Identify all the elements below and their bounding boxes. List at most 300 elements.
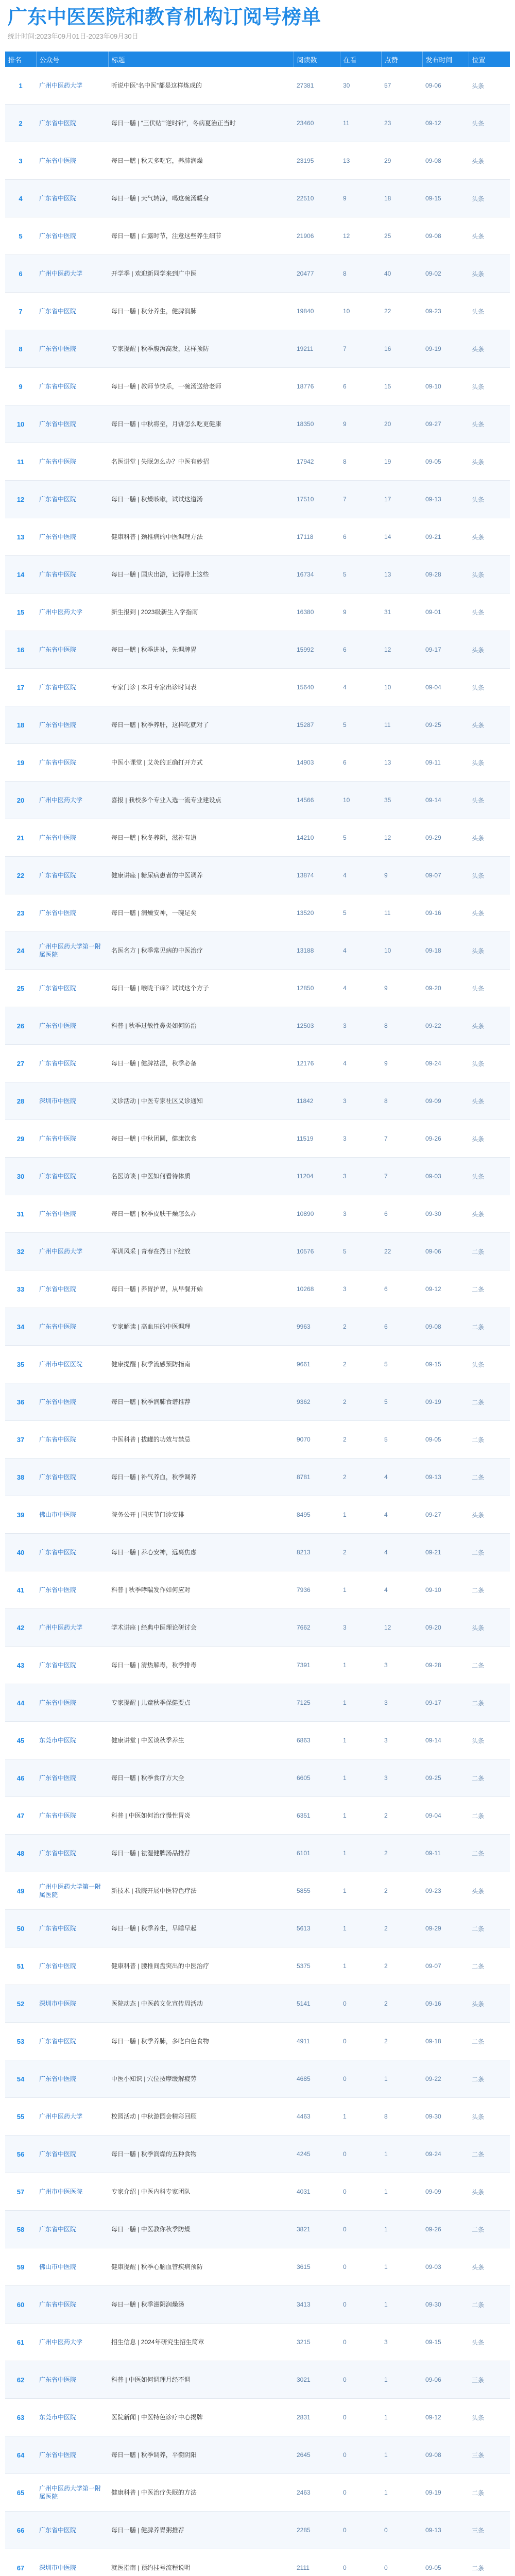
- table-row: [5, 2098, 510, 2136]
- rank-cell: 67: [5, 2549, 36, 2576]
- page-header: [0, 0, 515, 52]
- article-title-link[interactable]: 科普 | 秋季过敏性鼻炎如何防治: [108, 1007, 294, 1045]
- reads-cell: 19211: [294, 330, 340, 368]
- article-title-link[interactable]: 招生信息 | 2024年研究生招生简章: [108, 2324, 294, 2361]
- article-title-link[interactable]: 每日一膳 | 秋季皮肤干燥怎么办: [108, 1195, 294, 1233]
- account-cell[interactable]: 广州市中医医院: [36, 2173, 108, 2211]
- reads-cell: 19840: [294, 293, 340, 330]
- account-cell[interactable]: 广州中医药大学: [36, 67, 108, 105]
- article-title-link[interactable]: 新生报到 | 2023级新生入学指南: [108, 594, 294, 631]
- reads-cell: 27381: [294, 67, 340, 105]
- rank-cell: 30: [5, 1158, 36, 1195]
- likes-cell: 11: [381, 706, 422, 744]
- position-cell: 二条: [469, 1647, 510, 1684]
- account-cell[interactable]: 广州中医药大学: [36, 1233, 108, 1270]
- article-title-link[interactable]: 健康科普 | 颈椎病的中医调理方法: [108, 518, 294, 556]
- rank-cell: 4: [5, 180, 36, 217]
- article-title-link[interactable]: 每日一膳 | 补气养血，秋季调养: [108, 1459, 294, 1496]
- article-title-link[interactable]: 每日一膳 | 秋季润肺食谱推荐: [108, 1383, 294, 1421]
- table-row: [5, 1233, 510, 1270]
- likes-cell: 8: [381, 2098, 422, 2136]
- likes-cell: 20: [381, 405, 422, 443]
- likes-cell: 3: [381, 1684, 422, 1722]
- account-cell[interactable]: 广州中医药大学: [36, 1609, 108, 1647]
- likes-cell: 1: [381, 2399, 422, 2436]
- account-cell[interactable]: 广东省中医院: [36, 142, 108, 180]
- account-cell[interactable]: 广东省中医院: [36, 1383, 108, 1421]
- article-title-link[interactable]: 专家提醒 | 秋季腹泻高发，这样预防: [108, 330, 294, 368]
- article-title-link[interactable]: 每日一膳 | 秋季调养，平衡阴阳: [108, 2436, 294, 2474]
- zaikan-cell: 0: [340, 2324, 381, 2361]
- position-cell: 二条: [469, 2023, 510, 2060]
- article-title-link[interactable]: 每日一膳 | 中秋将至，月饼怎么吃更健康: [108, 405, 294, 443]
- account-cell[interactable]: 佛山市中医院: [36, 2248, 108, 2286]
- zaikan-cell: 4: [340, 970, 381, 1007]
- zaikan-cell: 0: [340, 2512, 381, 2549]
- article-title-link[interactable]: 专家介绍 | 中医内科专家团队: [108, 2173, 294, 2211]
- date-cell: 09-19: [422, 1383, 469, 1421]
- account-cell[interactable]: 广东省中医院: [36, 2286, 108, 2324]
- header-title: 标题: [108, 52, 294, 67]
- article-title-link[interactable]: 每日一膳 | 秋季滋阴润燥汤: [108, 2286, 294, 2324]
- rank-cell: 41: [5, 1571, 36, 1609]
- article-title-link[interactable]: 每日一膳 | 喉咙干痒？试试这个方子: [108, 970, 294, 1007]
- article-title-link[interactable]: 每日一膳 | 天气转凉，喝这碗汤暖身: [108, 180, 294, 217]
- article-title-link[interactable]: 健康讲堂 | 中医谈秋季养生: [108, 1722, 294, 1759]
- account-cell[interactable]: 广东省中医院: [36, 556, 108, 594]
- account-cell[interactable]: 广东省中医院: [36, 1459, 108, 1496]
- table-row: [5, 2211, 510, 2248]
- account-cell[interactable]: 广东省中医院: [36, 2512, 108, 2549]
- article-title-link[interactable]: 专家门诊 | 本月专家出诊时间表: [108, 669, 294, 706]
- account-cell[interactable]: 广州中医药大学: [36, 594, 108, 631]
- article-title-link[interactable]: 每日一膳 | 秋季养肺，多吃白色食物: [108, 2023, 294, 2060]
- table-row: [5, 2286, 510, 2324]
- table-row: [5, 2023, 510, 2060]
- rank-cell: 18: [5, 706, 36, 744]
- article-title-link[interactable]: 科普 | 中医如何调理月经不调: [108, 2361, 294, 2399]
- account-cell[interactable]: 广东省中医院: [36, 1947, 108, 1985]
- article-title-link[interactable]: 中医科普 | 拔罐的功效与禁忌: [108, 1421, 294, 1459]
- account-cell[interactable]: 广东省中医院: [36, 1647, 108, 1684]
- position-cell: 头条: [469, 255, 510, 293]
- account-cell[interactable]: 广州中医药大学第一附属医院: [36, 2474, 108, 2512]
- date-cell: 09-28: [422, 1647, 469, 1684]
- date-cell: 09-10: [422, 368, 469, 405]
- rank-cell: 40: [5, 1534, 36, 1571]
- table-row: [5, 1270, 510, 1308]
- table-row: [5, 2248, 510, 2286]
- article-title-link[interactable]: 每日一膳 | 健脾养胃粥推荐: [108, 2512, 294, 2549]
- rank-cell: 23: [5, 894, 36, 932]
- reads-cell: 10268: [294, 1270, 340, 1308]
- article-title-link[interactable]: 每日一膳 | 中秋团圆，健康饮食: [108, 1120, 294, 1158]
- likes-cell: 4: [381, 1534, 422, 1571]
- reads-cell: 11204: [294, 1158, 340, 1195]
- account-cell[interactable]: 广东省中医院: [36, 744, 108, 782]
- table-row: [5, 1308, 510, 1346]
- table-row: [5, 2324, 510, 2361]
- article-title-link[interactable]: 每日一膳 | 秋燥咳嗽，试试这道汤: [108, 481, 294, 518]
- date-cell: 09-29: [422, 1910, 469, 1947]
- zaikan-cell: 0: [340, 2361, 381, 2399]
- account-cell[interactable]: 广东省中医院: [36, 1120, 108, 1158]
- date-cell: 09-13: [422, 2512, 469, 2549]
- article-title-link[interactable]: 健康提醒 | 秋季流感预防指南: [108, 1346, 294, 1383]
- position-cell: 头条: [469, 669, 510, 706]
- zaikan-cell: 11: [340, 105, 381, 142]
- account-cell[interactable]: 广东省中医院: [36, 1045, 108, 1082]
- position-cell: 头条: [469, 857, 510, 894]
- article-title-link[interactable]: 健康科普 | 中医治疗失眠的方法: [108, 2474, 294, 2512]
- likes-cell: 40: [381, 255, 422, 293]
- position-cell: 头条: [469, 1045, 510, 1082]
- rank-cell: 55: [5, 2098, 36, 2136]
- account-cell[interactable]: 广东省中医院: [36, 2060, 108, 2098]
- article-title-link[interactable]: 每日一膳 | “三伏贴”“逆时针”，冬病夏治正当时: [108, 105, 294, 142]
- rank-cell: 29: [5, 1120, 36, 1158]
- account-cell[interactable]: 广东省中医院: [36, 1421, 108, 1459]
- table-row: [5, 1947, 510, 1985]
- table-row: [5, 744, 510, 782]
- account-cell[interactable]: 广东省中医院: [36, 1195, 108, 1233]
- table-row: [5, 481, 510, 518]
- date-cell: 09-30: [422, 2098, 469, 2136]
- date-cell: 09-13: [422, 1459, 469, 1496]
- account-cell[interactable]: 广东省中医院: [36, 2211, 108, 2248]
- account-cell[interactable]: 广东省中医院: [36, 518, 108, 556]
- article-title-link[interactable]: 每日一膳 | 秋季进补，先调脾胃: [108, 631, 294, 669]
- rank-cell: 13: [5, 518, 36, 556]
- article-title-link[interactable]: 科普 | 秋季哮喘发作如何应对: [108, 1571, 294, 1609]
- reads-cell: 5141: [294, 1985, 340, 2023]
- article-title-link[interactable]: 学术讲座 | 经典中医理论研讨会: [108, 1609, 294, 1647]
- account-cell[interactable]: 广东省中医院: [36, 2023, 108, 2060]
- likes-cell: 7: [381, 1120, 422, 1158]
- account-cell[interactable]: 广东省中医院: [36, 631, 108, 669]
- zaikan-cell: 4: [340, 932, 381, 970]
- header-date: 发布时间: [422, 52, 469, 67]
- account-cell[interactable]: 广东省中医院: [36, 1910, 108, 1947]
- article-title-link[interactable]: 每日一膳 | 健脾祛湿，秋季必备: [108, 1045, 294, 1082]
- ranking-table-wrap: [5, 52, 510, 2576]
- account-cell[interactable]: 广州中医药大学: [36, 255, 108, 293]
- account-cell[interactable]: 广州中医药大学: [36, 782, 108, 819]
- account-cell[interactable]: 广东省中医院: [36, 1684, 108, 1722]
- account-cell[interactable]: 广东省中医院: [36, 669, 108, 706]
- position-cell: 头条: [469, 932, 510, 970]
- date-cell: 09-25: [422, 1759, 469, 1797]
- article-title-link[interactable]: 专家解读 | 高血压的中医调理: [108, 1308, 294, 1346]
- zaikan-cell: 3: [340, 1120, 381, 1158]
- position-cell: 头条: [469, 368, 510, 405]
- date-cell: 09-05: [422, 1421, 469, 1459]
- position-cell: 头条: [469, 217, 510, 255]
- date-cell: 09-09: [422, 2173, 469, 2211]
- zaikan-cell: 4: [340, 1045, 381, 1082]
- date-cell: 09-28: [422, 556, 469, 594]
- article-title-link[interactable]: 听说中医“名中医”都是这样炼成的: [108, 67, 294, 105]
- date-cell: 09-17: [422, 1684, 469, 1722]
- account-cell[interactable]: 广东省中医院: [36, 1835, 108, 1872]
- article-title-link[interactable]: 开学季 | 欢迎新同学来到广中医: [108, 255, 294, 293]
- position-cell: 三条: [469, 2361, 510, 2399]
- position-cell: 二条: [469, 2211, 510, 2248]
- article-title-link[interactable]: 每日一膳 | 秋季养肝，这样吃就对了: [108, 706, 294, 744]
- date-cell: 09-15: [422, 180, 469, 217]
- table-row: [5, 1571, 510, 1609]
- rank-cell: 35: [5, 1346, 36, 1383]
- account-cell[interactable]: 广东省中医院: [36, 293, 108, 330]
- article-title-link[interactable]: 每日一膳 | 白露时节，注意这些养生细节: [108, 217, 294, 255]
- position-cell: 二条: [469, 1759, 510, 1797]
- rank-cell: 33: [5, 1270, 36, 1308]
- zaikan-cell: 3: [340, 1007, 381, 1045]
- article-title-link[interactable]: 每日一膳 | 清热解毒，秋季排毒: [108, 1647, 294, 1684]
- article-title-link[interactable]: 健康科普 | 腰椎间盘突出的中医治疗: [108, 1947, 294, 1985]
- rank-cell: 15: [5, 594, 36, 631]
- rank-cell: 22: [5, 857, 36, 894]
- date-cell: 09-21: [422, 518, 469, 556]
- article-title-link[interactable]: 每日一膳 | 润燥安神，一碗足矣: [108, 894, 294, 932]
- position-cell: 头条: [469, 105, 510, 142]
- account-cell[interactable]: 佛山市中医院: [36, 1496, 108, 1534]
- rank-cell: 49: [5, 1872, 36, 1910]
- account-cell[interactable]: 广东省中医院: [36, 1534, 108, 1571]
- account-cell[interactable]: 广东省中医院: [36, 368, 108, 405]
- article-title-link[interactable]: 就医指南 | 预约挂号流程说明: [108, 2549, 294, 2576]
- reads-cell: 15287: [294, 706, 340, 744]
- account-cell[interactable]: 深圳市中医院: [36, 1082, 108, 1120]
- article-title-link[interactable]: 义诊活动 | 中医专家社区义诊通知: [108, 1082, 294, 1120]
- date-cell: 09-19: [422, 330, 469, 368]
- reads-cell: 6351: [294, 1797, 340, 1835]
- zaikan-cell: 8: [340, 255, 381, 293]
- header-rank: 排名: [5, 52, 36, 67]
- account-cell[interactable]: 广东省中医院: [36, 2361, 108, 2399]
- account-cell[interactable]: 广东省中医院: [36, 1797, 108, 1835]
- reads-cell: 23195: [294, 142, 340, 180]
- article-title-link[interactable]: 名医讲堂 | 失眠怎么办？中医有妙招: [108, 443, 294, 481]
- article-title-link[interactable]: 健康讲座 | 糖尿病患者的中医调养: [108, 857, 294, 894]
- account-cell[interactable]: 深圳市中医院: [36, 2549, 108, 2576]
- reads-cell: 11519: [294, 1120, 340, 1158]
- article-title-link[interactable]: 每日一膳 | 秋季润燥的五种食物: [108, 2136, 294, 2173]
- reads-cell: 3413: [294, 2286, 340, 2324]
- likes-cell: 8: [381, 1082, 422, 1120]
- table-row: [5, 782, 510, 819]
- account-cell[interactable]: 东莞市中医院: [36, 1722, 108, 1759]
- article-title-link[interactable]: 每日一膳 | 秋分养生，健脾润肺: [108, 293, 294, 330]
- article-title-link[interactable]: 健康提醒 | 秋季心脑血管疾病预防: [108, 2248, 294, 2286]
- article-title-link[interactable]: 每日一膳 | 养胃护胃，从早餐开始: [108, 1270, 294, 1308]
- rank-cell: 34: [5, 1308, 36, 1346]
- account-cell[interactable]: 广东省中医院: [36, 481, 108, 518]
- reads-cell: 2285: [294, 2512, 340, 2549]
- likes-cell: 1: [381, 2173, 422, 2211]
- table-row: [5, 1346, 510, 1383]
- likes-cell: 16: [381, 330, 422, 368]
- account-cell[interactable]: 广东省中医院: [36, 1158, 108, 1195]
- account-cell[interactable]: 广州中医药大学: [36, 2098, 108, 2136]
- likes-cell: 1: [381, 2361, 422, 2399]
- article-title-link[interactable]: 新技术 | 我院开展中医特色疗法: [108, 1872, 294, 1910]
- date-cell: 09-16: [422, 1985, 469, 2023]
- reads-cell: 3021: [294, 2361, 340, 2399]
- account-cell[interactable]: 广东省中医院: [36, 970, 108, 1007]
- zaikan-cell: 5: [340, 1233, 381, 1270]
- likes-cell: 5: [381, 1346, 422, 1383]
- reads-cell: 8495: [294, 1496, 340, 1534]
- rank-cell: 57: [5, 2173, 36, 2211]
- table-row: [5, 706, 510, 744]
- article-title-link[interactable]: 每日一膳 | 秋冬养阴，滋补有道: [108, 819, 294, 857]
- article-title-link[interactable]: 专家提醒 | 儿童秋季保健要点: [108, 1684, 294, 1722]
- account-cell[interactable]: 广东省中医院: [36, 2136, 108, 2173]
- table-row: [5, 1835, 510, 1872]
- zaikan-cell: 3: [340, 1195, 381, 1233]
- likes-cell: 9: [381, 970, 422, 1007]
- rank-cell: 54: [5, 2060, 36, 2098]
- date-cell: 09-03: [422, 1158, 469, 1195]
- article-title-link[interactable]: 院务公开 | 国庆节门诊安排: [108, 1496, 294, 1534]
- account-cell[interactable]: 广东省中医院: [36, 443, 108, 481]
- article-title-link[interactable]: 校园活动 | 中秋游园会精彩回顾: [108, 2098, 294, 2136]
- zaikan-cell: 6: [340, 368, 381, 405]
- table-row: [5, 2474, 510, 2512]
- reads-cell: 3615: [294, 2248, 340, 2286]
- likes-cell: 11: [381, 894, 422, 932]
- account-cell[interactable]: 广东省中医院: [36, 1270, 108, 1308]
- rank-cell: 65: [5, 2474, 36, 2512]
- zaikan-cell: 12: [340, 217, 381, 255]
- table-header-row: [5, 52, 510, 67]
- likes-cell: 1: [381, 2436, 422, 2474]
- zaikan-cell: 3: [340, 1082, 381, 1120]
- date-cell: 09-22: [422, 2060, 469, 2098]
- zaikan-cell: 1: [340, 1947, 381, 1985]
- account-cell[interactable]: 广东省中医院: [36, 2436, 108, 2474]
- account-cell[interactable]: 广州中医药大学: [36, 2324, 108, 2361]
- article-title-link[interactable]: 喜报 | 我校多个专业入选一流专业建设点: [108, 782, 294, 819]
- zaikan-cell: 0: [340, 2286, 381, 2324]
- likes-cell: 19: [381, 443, 422, 481]
- article-title-link[interactable]: 每日一膳 | 教师节快乐，一碗汤送给老师: [108, 368, 294, 405]
- article-title-link[interactable]: 医院新闻 | 中医特色诊疗中心揭牌: [108, 2399, 294, 2436]
- rank-cell: 31: [5, 1195, 36, 1233]
- position-cell: 头条: [469, 594, 510, 631]
- reads-cell: 21906: [294, 217, 340, 255]
- date-cell: 09-04: [422, 1797, 469, 1835]
- account-cell[interactable]: 广东省中医院: [36, 706, 108, 744]
- date-cell: 09-30: [422, 2286, 469, 2324]
- reads-cell: 2645: [294, 2436, 340, 2474]
- likes-cell: 18: [381, 180, 422, 217]
- table-row: [5, 1534, 510, 1571]
- position-cell: 头条: [469, 1082, 510, 1120]
- account-cell[interactable]: 深圳市中医院: [36, 1985, 108, 2023]
- rank-cell: 5: [5, 217, 36, 255]
- position-cell: 二条: [469, 2286, 510, 2324]
- article-title-link[interactable]: 名医名方 | 秋季常见病的中医治疗: [108, 932, 294, 970]
- zaikan-cell: 5: [340, 819, 381, 857]
- account-cell[interactable]: 广东省中医院: [36, 1759, 108, 1797]
- article-title-link[interactable]: 每日一膳 | 秋季养生，早睡早起: [108, 1910, 294, 1947]
- account-cell[interactable]: 广州中医药大学第一附属医院: [36, 1872, 108, 1910]
- rank-cell: 38: [5, 1459, 36, 1496]
- account-cell[interactable]: 广东省中医院: [36, 180, 108, 217]
- reads-cell: 20477: [294, 255, 340, 293]
- rank-cell: 45: [5, 1722, 36, 1759]
- account-cell[interactable]: 广东省中医院: [36, 330, 108, 368]
- position-cell: 头条: [469, 443, 510, 481]
- likes-cell: 1: [381, 2248, 422, 2286]
- article-title-link[interactable]: 每日一膳 | 祛湿健脾汤品推荐: [108, 1835, 294, 1872]
- table-row: [5, 405, 510, 443]
- account-cell[interactable]: 广东省中医院: [36, 105, 108, 142]
- table-row: [5, 518, 510, 556]
- reads-cell: 2463: [294, 2474, 340, 2512]
- zaikan-cell: 0: [340, 2549, 381, 2576]
- reads-cell: 5855: [294, 1872, 340, 1910]
- reads-cell: 7391: [294, 1647, 340, 1684]
- account-cell[interactable]: 广东省中医院: [36, 1308, 108, 1346]
- table-row: [5, 1120, 510, 1158]
- article-title-link[interactable]: 每日一膳 | 秋季食疗方大全: [108, 1759, 294, 1797]
- article-title-link[interactable]: 军训风采 | 青春在烈日下绽放: [108, 1233, 294, 1270]
- header-zaikan: 在看: [340, 52, 381, 67]
- zaikan-cell: 0: [340, 2023, 381, 2060]
- account-cell[interactable]: 广东省中医院: [36, 819, 108, 857]
- article-title-link[interactable]: 每日一膳 | 国庆出游，记得带上这些: [108, 556, 294, 594]
- table-row: [5, 1496, 510, 1534]
- zaikan-cell: 2: [340, 1534, 381, 1571]
- article-title-link[interactable]: 中医小知识 | 穴位按摩缓解疲劳: [108, 2060, 294, 2098]
- position-cell: 三条: [469, 2512, 510, 2549]
- likes-cell: 35: [381, 782, 422, 819]
- account-cell[interactable]: 东莞市中医院: [36, 2399, 108, 2436]
- article-title-link[interactable]: 每日一膳 | 养心安神，远离焦虑: [108, 1534, 294, 1571]
- rank-cell: 28: [5, 1082, 36, 1120]
- article-title-link[interactable]: 医院动态 | 中医药文化宣传周活动: [108, 1985, 294, 2023]
- likes-cell: 3: [381, 2324, 422, 2361]
- reads-cell: 2111: [294, 2549, 340, 2576]
- account-cell[interactable]: 广州市中医医院: [36, 1346, 108, 1383]
- zaikan-cell: 8: [340, 443, 381, 481]
- reads-cell: 2831: [294, 2399, 340, 2436]
- article-title-link[interactable]: 名医访谈 | 中医如何看待体质: [108, 1158, 294, 1195]
- article-title-link[interactable]: 每日一膳 | 秋天多吃它，养肺润燥: [108, 142, 294, 180]
- likes-cell: 0: [381, 2512, 422, 2549]
- account-cell[interactable]: 广东省中医院: [36, 1007, 108, 1045]
- account-cell[interactable]: 广州中医药大学第一附属医院: [36, 932, 108, 970]
- position-cell: 头条: [469, 405, 510, 443]
- article-title-link[interactable]: 科普 | 中医如何治疗慢性胃炎: [108, 1797, 294, 1835]
- position-cell: 二条: [469, 2060, 510, 2098]
- table-row: [5, 293, 510, 330]
- account-cell[interactable]: 广东省中医院: [36, 217, 108, 255]
- account-cell[interactable]: 广东省中医院: [36, 857, 108, 894]
- article-title-link[interactable]: 中医小课堂 | 艾灸的正确打开方式: [108, 744, 294, 782]
- article-title-link[interactable]: 每日一膳 | 中医教你秋季防燥: [108, 2211, 294, 2248]
- position-cell: 头条: [469, 1195, 510, 1233]
- table-row: [5, 1459, 510, 1496]
- account-cell[interactable]: 广东省中医院: [36, 1571, 108, 1609]
- date-cell: 09-27: [422, 1496, 469, 1534]
- account-cell[interactable]: 广东省中医院: [36, 894, 108, 932]
- zaikan-cell: 7: [340, 330, 381, 368]
- account-cell[interactable]: 广东省中医院: [36, 405, 108, 443]
